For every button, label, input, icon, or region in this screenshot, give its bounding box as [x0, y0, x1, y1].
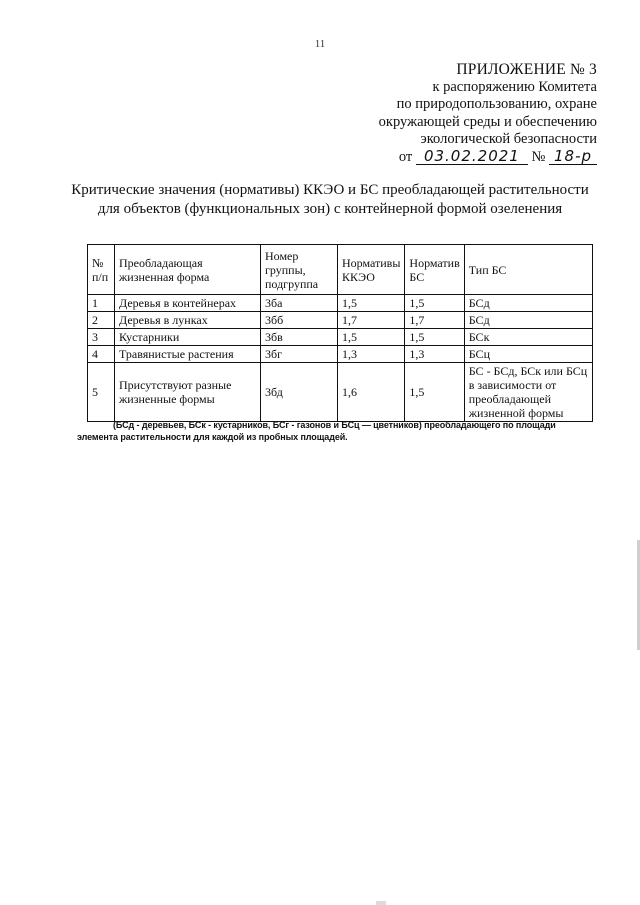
cell-bs-type: БСк — [464, 329, 592, 346]
cell-kkeo: 1,5 — [338, 295, 405, 312]
cell-bs-type: БСд — [464, 312, 592, 329]
header-bs-type: Тип БС — [464, 245, 592, 295]
cell-bs: 1,7 — [405, 312, 464, 329]
handwritten-number: 18-р — [549, 149, 597, 165]
cell-group: 3бг — [261, 346, 338, 363]
table-header-row — [88, 245, 593, 295]
cell-life-form: Деревья в контейнерах — [115, 295, 261, 312]
date-prefix: от — [398, 148, 413, 165]
cell-kkeo: 1,7 — [338, 312, 405, 329]
cell-kkeo: 1,5 — [338, 329, 405, 346]
cell-bs-type: БСд — [464, 295, 592, 312]
header-group: Номер группы, подгруппа — [261, 245, 338, 295]
cell-number: 2 — [88, 312, 115, 329]
table-row — [88, 346, 593, 363]
cell-number: 3 — [88, 329, 115, 346]
table-footnote: (БСд - деревьев, БСк - кустарников, БСг - газонов и БСц — цветников) преобладающего по площади элемента растительности для каждой из пробных площадей. — [77, 420, 556, 442]
appendix-title: ПРИЛОЖЕНИЕ № 3 — [456, 61, 597, 78]
appendix-line: по природопользованию, охране — [396, 96, 597, 112]
appendix-line: окружающей среды и обеспечению — [378, 113, 597, 130]
norms-table — [87, 244, 593, 422]
cell-kkeo: 1,6 — [338, 363, 405, 422]
scan-mark-artifact — [376, 901, 386, 905]
cell-bs-type: БСц — [464, 346, 592, 363]
page-number: 11 — [314, 38, 326, 50]
cell-bs-type: БС - БСд, БСк или БСц в зависимости от преобладающей жизненной формы — [464, 363, 592, 422]
cell-group: 3ба — [261, 295, 338, 312]
appendix-line: к распоряжению Комитета — [432, 78, 597, 95]
cell-bs: 1,5 — [405, 295, 464, 312]
header-bs-norm: Норматив БС — [405, 245, 464, 295]
header-number: № п/п — [88, 245, 115, 295]
cell-life-form: Травянистые растения — [115, 346, 261, 363]
table-row — [88, 295, 593, 312]
cell-number: 4 — [88, 346, 115, 363]
document-title: Критические значения (нормативы) ККЭО и БС преобладающей растительности для объектов (функциональных зон) с контейнерной формой озеленения — [71, 182, 589, 217]
appendix-header — [379, 61, 597, 166]
cell-life-form: Кустарники — [115, 329, 261, 346]
table-row — [88, 329, 593, 346]
table-row — [88, 363, 593, 422]
cell-group: 3бв — [261, 329, 338, 346]
header-life-form: Преобладающая жизненная форма — [115, 245, 261, 295]
number-prefix: № — [531, 148, 546, 165]
table-row — [88, 312, 593, 329]
cell-number: 5 — [88, 363, 115, 422]
cell-number: 1 — [88, 295, 115, 312]
cell-group: 3бд — [261, 363, 338, 422]
cell-group: 3бб — [261, 312, 338, 329]
order-reference — [379, 146, 597, 167]
header-kkeo-norm: Нормативы ККЭО — [338, 245, 405, 295]
cell-life-form: Присутствуют разные жизненные формы — [115, 363, 261, 422]
handwritten-date: 03.02.2021 — [416, 149, 528, 165]
cell-bs: 1,5 — [405, 329, 464, 346]
appendix-line: экологической безопасности — [420, 131, 597, 147]
cell-life-form: Деревья в лунках — [115, 312, 261, 329]
cell-bs: 1,3 — [405, 346, 464, 363]
cell-kkeo: 1,3 — [338, 346, 405, 363]
cell-bs: 1,5 — [405, 363, 464, 422]
